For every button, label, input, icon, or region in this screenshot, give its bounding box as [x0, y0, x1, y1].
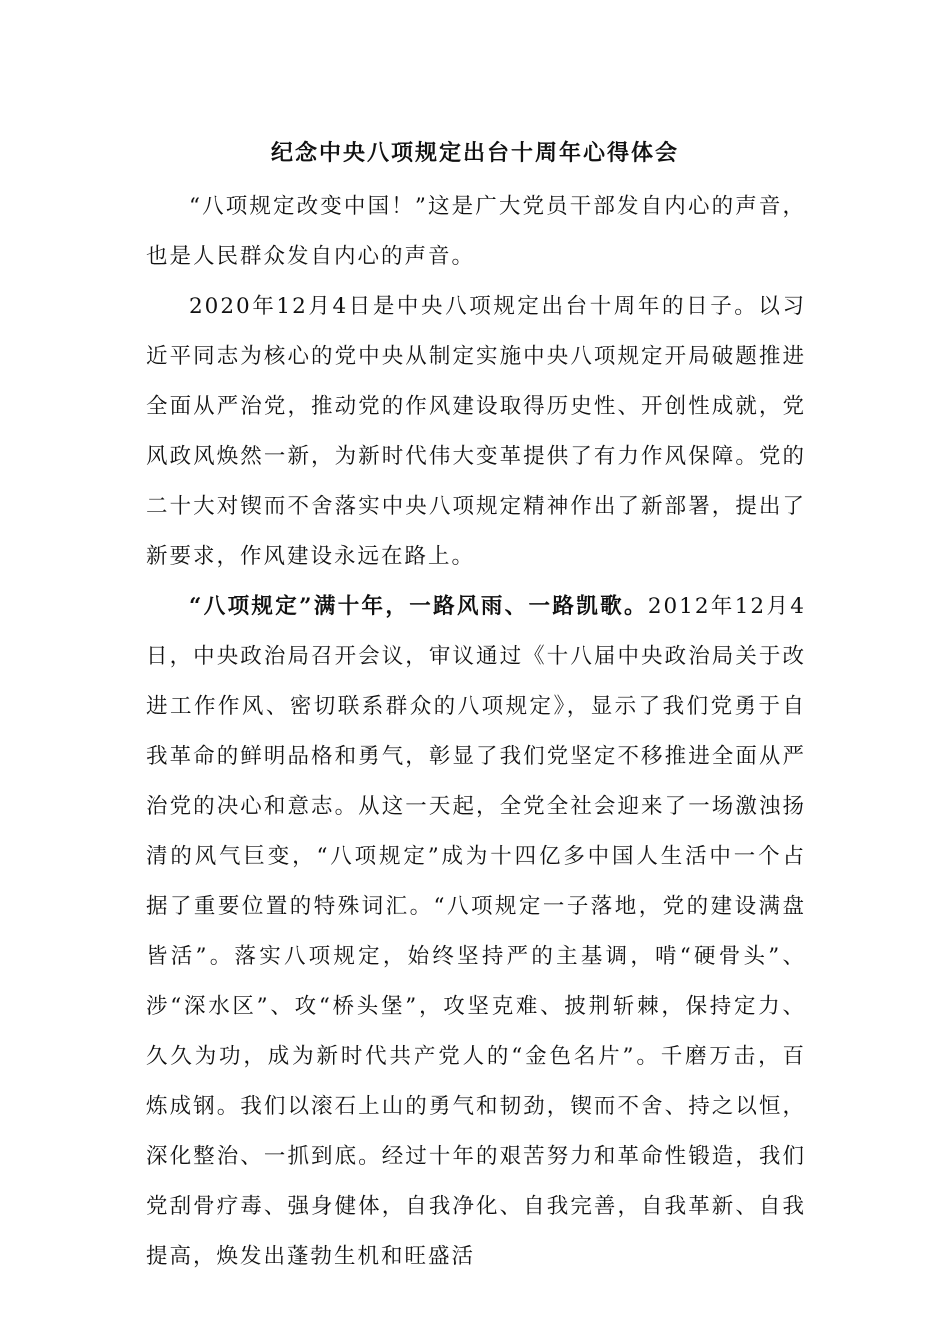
paragraph-1-text: “八项规定改变中国！”这是广大党员干部发自内心的声音，也是人民群众发自内心的声音。 [146, 194, 806, 269]
paragraph-2-text: 2020年12月4日是中央八项规定出台十周年的日子。以习近平同志为核心的党中央从制定实施中央八项规定开局破题推进全面从严治党，推动党的作风建设取得历史性、开创性成就，党风政风焕然一新，为新时代伟大变革提供了有力作风保障。党的二十大对锲而不舍落实中央八项规定精神作出了新部署，提出了新要求，作风建设永远在路上。 [146, 294, 806, 569]
paragraph-3 [146, 582, 806, 1282]
document-title: 纪念中央八项规定出台十周年心得体会 [270, 140, 679, 166]
document-body [146, 182, 806, 1282]
paragraph-2 [146, 282, 806, 582]
paragraph-1 [146, 182, 806, 282]
paragraph-3-text: 2012年12月4日，中央政治局召开会议，审议通过《十八届中央政治局关于改进工作作风、密切联系群众的八项规定》，显示了我们党勇于自我革命的鲜明品格和勇气，彰显了我们党坚定不移推进全面从严治党的决心和意志。从这一天起，全党全社会迎来了一场激浊扬清的风气巨变，“八项规定”成为十四亿多中国人生活中一个占据了重要位置的特殊词汇。“八项规定一子落地，党的建设满盘皆活”。落实八项规定，始终坚持严的主基调，啃“硬骨头”、涉“深水区”、攻“桥头堡”，攻坚克难、披荆斩棘，保持定力、久久为功，成为新时代共产党人的“金色名片”。千磨万击，百炼成钢。我们以滚石上山的勇气和韧劲，锲而不舍、持之以恒，深化整治、一抓到底。经过十年的艰苦努力和革命性锻造，我们党刮骨疗毒、强身健体，自我净化、自我完善，自我革新、自我提高，焕发出蓬勃生机和旺盛活 [146, 594, 806, 1269]
paragraph-3-lead: “八项规定”满十年，一路风雨、一路凯歌。 [189, 594, 648, 619]
